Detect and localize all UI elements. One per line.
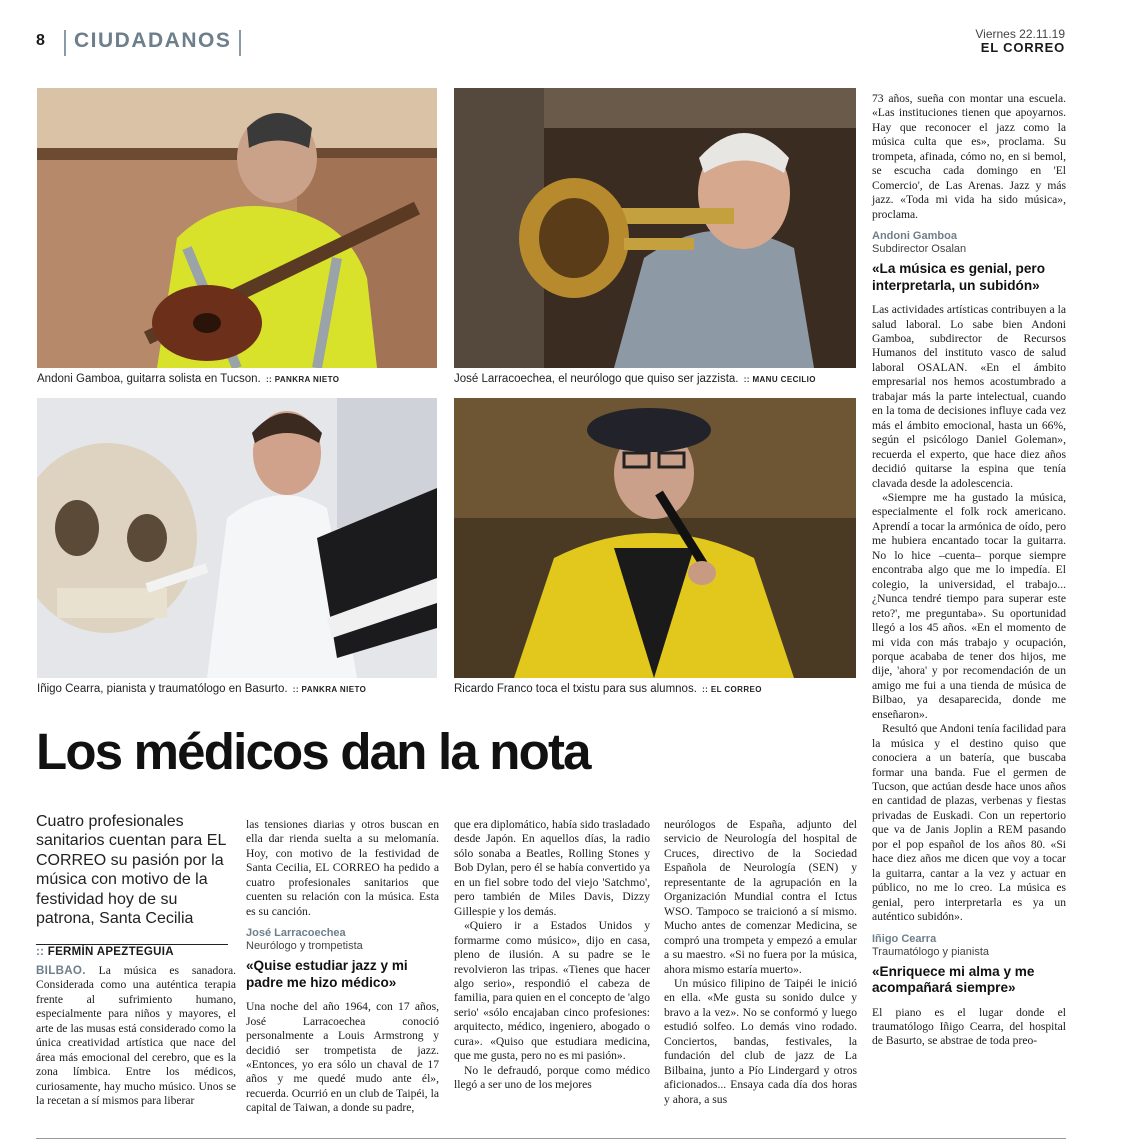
newspaper-name: EL CORREO (980, 40, 1065, 55)
dateline-place: BILBAO. (36, 964, 86, 977)
profile-role: Neurólogo y trompetista (246, 940, 363, 953)
photo-caption (37, 683, 366, 695)
body-text: La música es sanadora. Considerada como una auténtica terapia frente al sufrimiento humano, especialmente para niños y mayores, el arte de las musas está considerado como la única creatividad artística que nace del área más emocional del cerebro, que es la zona límbica. Entre los médicos, curiosamente, hay mucho músico. Unos se la recetan a sí mismos para liberar (36, 964, 236, 1108)
body-text: Las actividades artísticas contribuyen a la salud laboral. Lo sabe bien Andoni Gamboa, subdirector de Recursos Humanos del instituto vasco de salud laboral OSALAN. «En el ámbito empresarial nos hemos acostumbrado a trabajar más la parte intelectual, cuando en la toma de decisiones influye cada vez más el ámbito emocional, hasta un 66%, según el psicólogo Daniel Goleman», recuerda el experto, que hace diez años decidió quitarse la espina que tenía clavada desde la adolescencia. (872, 303, 1066, 490)
issue-date: Viernes 22.11.19 (975, 27, 1065, 41)
profile-role: Subdirector Osalan (872, 243, 967, 256)
body-text: «Siempre me ha gustado la música, especialmente el folk rock americano. Aprendí a tocar la armónica de oído, pero me hubiera encantado tocar la guitarra. No lo hice –cuenta– porque siempre encontraba algo que me lo impedía. El colegio, la universidad, el trabajo... ¿Nunca tendré tiempo para superar este reto?', me preguntaba». Su oportunidad llegó a los 45 años. «En el momento de mi vida con más trabajo y ocupación, porque acababa de tener dos hijos, me dije, 'ahora' y por recomendación de un amigo me fui a una tienda de música de Bilbao, ya desaparecida, donde me enseñaron». (872, 490, 1066, 721)
article-column-5 (872, 92, 1066, 1049)
article-column-2 (246, 818, 439, 1116)
section-title: CIUDADANOS (74, 29, 232, 52)
header-divider (64, 30, 66, 56)
body-text: las tensiones diarias y otros buscan en ella dar rienda suelta a su melomanía. Hoy, con motivo de la festividad de Santa Cecilia, EL CORREO ha pedido a cuatro profesionales sanitarios que cuenten su relación con la música. Esta es su canción. (246, 818, 439, 918)
profile-quote: «La música es genial, pero interpretarla, un subidón» (872, 261, 1046, 293)
header-divider (239, 30, 241, 56)
article-column-3 (454, 818, 650, 1093)
body-text: Una noche del año 1964, con 17 años, José Larracoechea conoció personalmente a Louis Armstrong y decidió ser trompetista de jazz. «Entonces, yo era sólo un chaval de 17 años y me quedé mudo ante él», recuerda. Ocurrió en un club de Taipéi, la capital de Taiwan, a donde su padre, (246, 1000, 439, 1115)
byline-marker: :: (36, 946, 45, 958)
article-column-1 (36, 964, 236, 1109)
photo-guitarist (37, 88, 437, 368)
body-text: Resultó que Andoni tenía facilidad para la música y el destino quiso que conociera a un batería, que buscaba formar una banda. Fue el germen de Tucson, que actúan desde hace unos años en cantidad de plazas, verbenas y fiestas privadas de Euskadi. Con un repertorio que va de Janis Joplin a REM pasando por el pop español de los años 80. «Si hace diez años me dicen que voy a tocar la guitarra, cantar a la vez y actuar en público, no me lo creo. La música es genial, pero interpretarla es ya un auténtico subidón». (872, 722, 1066, 924)
photo-credit: :: MANU CECILIO (743, 375, 816, 384)
caption-text: Iñigo Cearra, pianista y traumatólogo en Basurto. (37, 683, 288, 695)
byline-rule (36, 944, 228, 945)
body-text: que era diplomático, había sido trasladado desde Japón. En aquellos días, la radio sólo sonaba a Beatles, Rolling Stones y Bob Dylan, pero él se había convertido ya en un fiel sobre todo del viejo 'Satchmo', pero también de Miles Davis, Dizzy Gillespie y los demás. (454, 818, 650, 918)
profile-name: Iñigo Cearra (872, 932, 937, 945)
article-column-4 (664, 818, 857, 1107)
caption-text: José Larracoechea, el neurólogo que quiso ser jazzista. (454, 373, 739, 385)
body-text: «Quiero ir a Estados Unidos y formarme como músico», dijo en casa, pleno de ilusión. A su padre se le revolvieron las tripas. «Tienes que hacer algo serio», respondió el cabeza de familia, para quien en el concepto de 'algo serio' «sólo encajaban cinco profesiones: arquitecto, médico, ingeniero, abogado o cura». «Quiso que estudiara medicina, que me gusta, pero no es mi pasión». (454, 919, 650, 1063)
byline-author: FERMÍN APEZTEGUIA (47, 946, 174, 958)
photo-txistu-player (454, 398, 856, 678)
caption-text: Andoni Gamboa, guitarra solista en Tucson. (37, 373, 261, 385)
profile-quote: «Enriquece mi alma y me acompañará siempre» (872, 963, 1035, 996)
body-text: 73 años, sueña con montar una escuela. «Las instituciones tienen que apoyarnos. Hay que reconocer el jazz como la música culta que es», proclama. Su trompeta, afinada, cómo no, en si bemol, se escucha cada domingo en 'El Comercio', de Las Arenas. Jazz y más jazz. «Toda mi vida ha sido música», proclama. (872, 92, 1066, 221)
article-headline: Los médicos dan la nota (36, 723, 590, 780)
profile-name: Andoni Gamboa (872, 230, 957, 243)
body-text: El piano es el lugar donde el traumatólogo Iñigo Cearra, del hospital de Basurto, se abstrae de toda preo- (872, 1005, 1066, 1048)
page-number: 8 (36, 32, 45, 49)
photo-pianist (37, 398, 437, 678)
photo-credit: :: EL CORREO (702, 685, 762, 694)
body-text: Un músico filipino de Taipéi le inició en ella. «Me gusta su sonido dulce y bravo a la vez». No se conformó y luego estudió solfeo. Lo demás vino rodado. Conciertos, bandas, festivales, la fundación del club de jazz de La Bilbaina, junto a Pío Lindergard y otros aficionados... Ensaya cada día dos horas y ahora, a sus (664, 976, 857, 1106)
profile-quote: «Quise estudiar jazz y mi padre me hizo médico» (246, 958, 408, 990)
photo-trumpeter (454, 88, 856, 368)
body-text: neurólogos de España, adjunto del servicio de Neurología del hospital de Cruces, directivo de la Sociedad Española de Neurología (SEN) y representante de la agrupación en la Organización Mundial contra el Ictus WSO. Tampoco se traicionó a sí mismo. Mucho antes de comenzar Medicina, se compró una trompeta y empezó a emular a su maestro. «Si no fuera por la música, ahora mismo estaría muerto». (664, 818, 857, 976)
photo-caption (454, 683, 762, 695)
photo-credit: :: PANKRA NIETO (265, 375, 340, 384)
caption-text: Ricardo Franco toca el txistu para sus alumnos. (454, 683, 697, 695)
profile-role: Traumatólogo y pianista (872, 945, 989, 958)
profile-name: José Larracoechea (246, 927, 346, 940)
body-text: No le defraudó, porque como médico llegó a ser uno de los mejores (454, 1063, 650, 1092)
article-lead: Cuatro profesionales sanitarios cuentan para EL CORREO su pasión por la música con motivo de la festividad hoy de su patrona, Santa Cecilia (36, 813, 226, 928)
photo-caption (454, 373, 816, 385)
page-bottom-rule (36, 1138, 1066, 1139)
photo-caption (37, 373, 339, 385)
photo-credit: :: PANKRA NIETO (292, 685, 367, 694)
byline (36, 946, 174, 958)
